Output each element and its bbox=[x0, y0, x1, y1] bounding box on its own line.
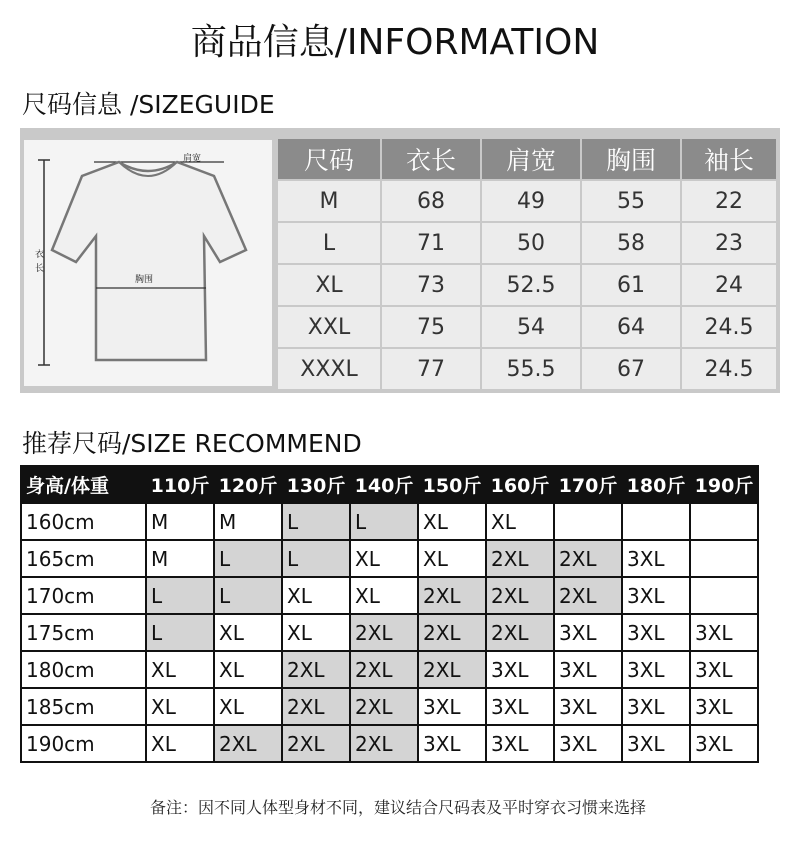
recommend-size-cell: XL bbox=[146, 651, 214, 688]
recommend-size-cell bbox=[690, 540, 758, 577]
recommend-header-cell: 160斤 bbox=[486, 466, 554, 503]
recommend-header-cell: 130斤 bbox=[282, 466, 350, 503]
recommend-size-cell: 2XL bbox=[282, 651, 350, 688]
recommend-header-cell: 190斤 bbox=[690, 466, 758, 503]
recommend-size-cell: 2XL bbox=[418, 577, 486, 614]
page-title: 商品信息/INFORMATION bbox=[190, 22, 600, 63]
recommend-row bbox=[21, 651, 758, 688]
shoulder-label: 肩宽 bbox=[183, 154, 202, 164]
recommend-size-cell: L bbox=[146, 577, 214, 614]
length-label: 衣长 bbox=[35, 250, 45, 274]
recommend-title: 推荐尺码/SIZE RECOMMEND bbox=[22, 429, 362, 458]
size-chart-cell: 54 bbox=[482, 307, 580, 347]
size-chart-table bbox=[276, 137, 778, 391]
size-chart-cell: 55 bbox=[582, 181, 680, 221]
size-chart-cell: XXL bbox=[278, 307, 380, 347]
size-chart-header-cell: 尺码 bbox=[278, 139, 380, 179]
recommend-size-cell: XL bbox=[214, 651, 282, 688]
size-chart-cell: 73 bbox=[382, 265, 480, 305]
size-chart-cell: 75 bbox=[382, 307, 480, 347]
size-chart-cell: 58 bbox=[582, 223, 680, 263]
recommend-size-cell: XL bbox=[418, 540, 486, 577]
size-chart-row bbox=[278, 223, 776, 263]
recommend-size-cell: L bbox=[282, 503, 350, 540]
recommend-size-cell: XL bbox=[146, 688, 214, 725]
chest-label: 胸围 bbox=[135, 275, 154, 285]
recommend-size-cell: 2XL bbox=[418, 614, 486, 651]
recommend-size-cell bbox=[622, 503, 690, 540]
recommend-size-cell: L bbox=[214, 577, 282, 614]
size-chart-cell: 52.5 bbox=[482, 265, 580, 305]
recommend-size-cell: 3XL bbox=[690, 688, 758, 725]
recommend-size-cell: XL bbox=[282, 614, 350, 651]
recommend-row bbox=[21, 688, 758, 725]
recommend-size-cell: XL bbox=[282, 577, 350, 614]
size-chart-header-cell: 胸围 bbox=[582, 139, 680, 179]
recommend-size-cell: 2XL bbox=[554, 577, 622, 614]
recommend-size-cell: 3XL bbox=[486, 725, 554, 762]
recommend-size-cell: XL bbox=[350, 540, 418, 577]
recommend-header-cell: 150斤 bbox=[418, 466, 486, 503]
recommend-size-cell: 3XL bbox=[554, 688, 622, 725]
size-chart-cell: 50 bbox=[482, 223, 580, 263]
tshirt-diagram bbox=[24, 140, 272, 386]
recommend-height-cell: 175cm bbox=[21, 614, 146, 651]
size-chart-row bbox=[278, 349, 776, 389]
size-chart-row bbox=[278, 265, 776, 305]
recommend-row bbox=[21, 725, 758, 762]
recommend-header-cell: 身高/体重 bbox=[21, 466, 146, 503]
recommend-size-cell: XL bbox=[214, 688, 282, 725]
recommend-size-cell bbox=[554, 503, 622, 540]
recommend-row bbox=[21, 540, 758, 577]
tshirt-outline-icon bbox=[24, 140, 272, 386]
recommend-size-cell: M bbox=[146, 540, 214, 577]
size-recommend-table bbox=[20, 465, 759, 763]
recommend-header-cell: 180斤 bbox=[622, 466, 690, 503]
recommend-size-cell: XL bbox=[350, 577, 418, 614]
recommend-size-cell: 2XL bbox=[350, 614, 418, 651]
size-chart-cell: 49 bbox=[482, 181, 580, 221]
size-chart-cell: 71 bbox=[382, 223, 480, 263]
recommend-size-cell: 3XL bbox=[554, 725, 622, 762]
recommend-size-cell: 3XL bbox=[622, 688, 690, 725]
recommend-row bbox=[21, 614, 758, 651]
recommend-size-cell: 3XL bbox=[418, 688, 486, 725]
size-chart-cell: L bbox=[278, 223, 380, 263]
size-chart-cell: 67 bbox=[582, 349, 680, 389]
recommend-size-cell bbox=[690, 503, 758, 540]
size-chart-header-cell: 袖长 bbox=[682, 139, 776, 179]
size-chart-cell: 61 bbox=[582, 265, 680, 305]
recommend-header-cell: 110斤 bbox=[146, 466, 214, 503]
recommend-size-cell: 2XL bbox=[282, 725, 350, 762]
size-chart-header-cell: 衣长 bbox=[382, 139, 480, 179]
size-chart-cell: 23 bbox=[682, 223, 776, 263]
recommend-size-cell bbox=[690, 577, 758, 614]
recommend-header-cell: 170斤 bbox=[554, 466, 622, 503]
recommend-size-cell: 2XL bbox=[350, 688, 418, 725]
size-chart-cell: 24 bbox=[682, 265, 776, 305]
recommend-height-cell: 170cm bbox=[21, 577, 146, 614]
size-chart-cell: M bbox=[278, 181, 380, 221]
size-chart-header-row bbox=[278, 139, 776, 179]
recommend-size-cell: XL bbox=[418, 503, 486, 540]
size-chart-row bbox=[278, 181, 776, 221]
recommend-size-cell: 3XL bbox=[622, 614, 690, 651]
recommend-size-cell: 3XL bbox=[554, 614, 622, 651]
recommend-header-row bbox=[21, 466, 758, 503]
recommend-size-cell: 2XL bbox=[486, 614, 554, 651]
size-chart-cell: XL bbox=[278, 265, 380, 305]
recommend-size-cell: L bbox=[214, 540, 282, 577]
recommend-size-cell: XL bbox=[146, 725, 214, 762]
recommend-size-cell: 2XL bbox=[486, 540, 554, 577]
recommend-size-cell: M bbox=[214, 503, 282, 540]
recommend-height-cell: 160cm bbox=[21, 503, 146, 540]
recommend-size-cell: 2XL bbox=[214, 725, 282, 762]
recommend-height-cell: 165cm bbox=[21, 540, 146, 577]
size-chart-cell: 77 bbox=[382, 349, 480, 389]
size-guide-title: 尺码信息 /SIZEGUIDE bbox=[22, 90, 275, 119]
recommend-size-cell: 3XL bbox=[486, 651, 554, 688]
size-chart-cell: 22 bbox=[682, 181, 776, 221]
recommend-height-cell: 185cm bbox=[21, 688, 146, 725]
recommend-size-cell: 3XL bbox=[554, 651, 622, 688]
recommend-size-cell: L bbox=[282, 540, 350, 577]
recommend-size-cell: 3XL bbox=[418, 725, 486, 762]
size-chart-cell: XXXL bbox=[278, 349, 380, 389]
recommend-size-cell: 3XL bbox=[690, 725, 758, 762]
size-chart-header-cell: 肩宽 bbox=[482, 139, 580, 179]
recommend-size-cell: 2XL bbox=[486, 577, 554, 614]
recommend-size-cell: 2XL bbox=[418, 651, 486, 688]
recommend-size-cell: 2XL bbox=[350, 725, 418, 762]
recommend-size-cell: 3XL bbox=[486, 688, 554, 725]
recommend-size-cell: 2XL bbox=[554, 540, 622, 577]
size-chart-cell: 64 bbox=[582, 307, 680, 347]
size-chart-cell: 24.5 bbox=[682, 349, 776, 389]
recommend-size-cell: 2XL bbox=[282, 688, 350, 725]
recommend-size-cell: XL bbox=[486, 503, 554, 540]
recommend-height-cell: 190cm bbox=[21, 725, 146, 762]
recommend-size-cell: M bbox=[146, 503, 214, 540]
recommend-size-cell: XL bbox=[214, 614, 282, 651]
recommend-header-cell: 140斤 bbox=[350, 466, 418, 503]
size-chart-cell: 68 bbox=[382, 181, 480, 221]
recommend-size-cell: 3XL bbox=[622, 651, 690, 688]
size-chart-row bbox=[278, 307, 776, 347]
recommend-size-cell: 3XL bbox=[622, 725, 690, 762]
recommend-height-cell: 180cm bbox=[21, 651, 146, 688]
size-chart-cell: 24.5 bbox=[682, 307, 776, 347]
recommend-size-cell: 3XL bbox=[690, 651, 758, 688]
recommend-size-cell: L bbox=[350, 503, 418, 540]
recommend-size-cell: 3XL bbox=[622, 577, 690, 614]
footnote: 备注：因不同人体型身材不同，建议结合尺码表及平时穿衣习惯来选择 bbox=[150, 798, 647, 817]
recommend-size-cell: L bbox=[146, 614, 214, 651]
recommend-row bbox=[21, 577, 758, 614]
recommend-row bbox=[21, 503, 758, 540]
recommend-size-cell: 3XL bbox=[622, 540, 690, 577]
recommend-size-cell: 3XL bbox=[690, 614, 758, 651]
recommend-size-cell: 2XL bbox=[350, 651, 418, 688]
size-chart-cell: 55.5 bbox=[482, 349, 580, 389]
recommend-header-cell: 120斤 bbox=[214, 466, 282, 503]
